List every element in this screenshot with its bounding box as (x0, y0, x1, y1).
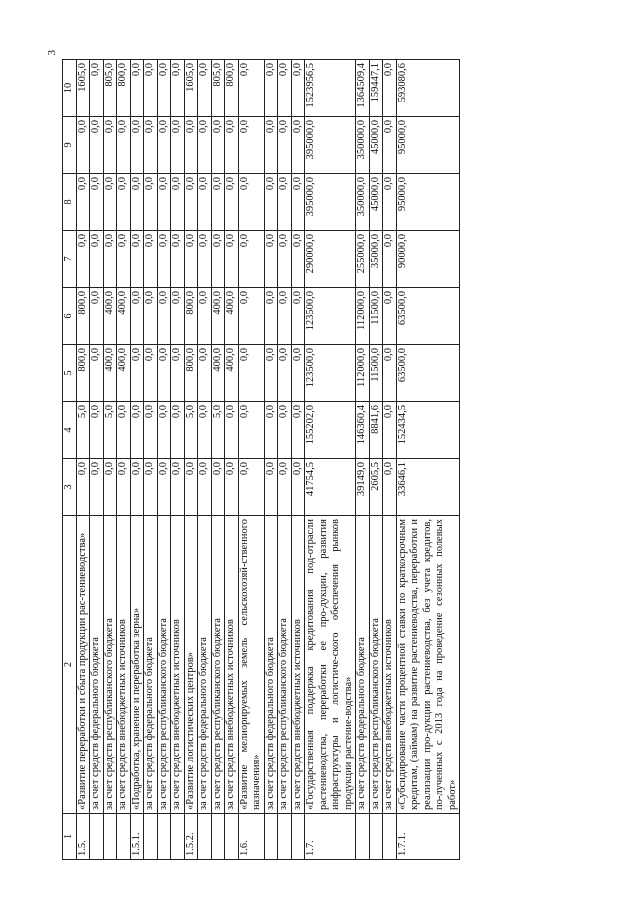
row-description: «Развитие логистических центров» (184, 516, 198, 814)
value-cell: 0,0 (157, 174, 171, 231)
value-cell: 0,0 (117, 117, 131, 174)
value-cell: 0,0 (225, 117, 239, 174)
table-row (383, 60, 397, 860)
value-cell: 0,0 (130, 402, 144, 459)
value-cell: 5,0 (211, 402, 225, 459)
row-description: за счет средств республиканского бюджета (157, 516, 171, 814)
row-description: за счет средств внебюджетных источников (171, 516, 185, 814)
value-cell: 0,0 (291, 231, 305, 288)
table-row (291, 60, 305, 860)
value-cell: 0,0 (130, 231, 144, 288)
value-cell: 0,0 (278, 402, 292, 459)
value-cell: 155202,0 (305, 402, 356, 459)
value-cell: 0,0 (264, 288, 278, 345)
value-cell: 400,0 (225, 345, 239, 402)
value-cell: 45000,0 (369, 117, 383, 174)
value-cell: 0,0 (278, 288, 292, 345)
table-row (305, 60, 356, 860)
row-description: за счет средств внебюджетных источников (291, 516, 305, 814)
value-cell: 0,0 (238, 459, 264, 516)
value-cell: 0,0 (130, 117, 144, 174)
value-cell: 45000,0 (369, 174, 383, 231)
row-code (264, 814, 278, 860)
value-cell: 800,0 (184, 345, 198, 402)
value-cell: 400,0 (117, 288, 131, 345)
value-cell: 400,0 (225, 288, 239, 345)
value-cell: 152434,5 (396, 402, 460, 459)
row-description: за счет средств республиканского бюджета (278, 516, 292, 814)
value-cell: 0,0 (383, 288, 397, 345)
value-cell: 0,0 (130, 459, 144, 516)
table-row (396, 60, 460, 860)
value-cell: 0,0 (144, 231, 158, 288)
value-cell: 0,0 (117, 402, 131, 459)
value-cell: 0,0 (225, 231, 239, 288)
value-cell: 0,0 (117, 174, 131, 231)
value-cell: 5,0 (103, 402, 117, 459)
rotated-table-block (40, 40, 560, 860)
value-cell: 0,0 (225, 459, 239, 516)
value-cell: 800,0 (76, 288, 90, 345)
row-code (225, 814, 239, 860)
value-cell: 159447,1 (369, 60, 383, 117)
table-row (117, 60, 131, 860)
value-cell: 0,0 (144, 402, 158, 459)
value-cell: 0,0 (90, 459, 104, 516)
value-cell: 0,0 (278, 174, 292, 231)
value-cell: 0,0 (184, 174, 198, 231)
header-cell: 5 (63, 345, 77, 402)
header-cell: 7 (63, 231, 77, 288)
table-row (356, 60, 370, 860)
value-cell: 0,0 (291, 174, 305, 231)
value-cell: 395000,0 (305, 174, 356, 231)
value-cell: 5,0 (76, 402, 90, 459)
value-cell: 0,0 (76, 231, 90, 288)
table-row (157, 60, 171, 860)
value-cell: 11500,0 (369, 345, 383, 402)
value-cell: 0,0 (225, 402, 239, 459)
value-cell: 0,0 (291, 345, 305, 402)
value-cell: 0,0 (198, 402, 212, 459)
value-cell: 0,0 (171, 288, 185, 345)
value-cell: 593080,6 (396, 60, 460, 117)
value-cell: 805,0 (211, 60, 225, 117)
value-cell: 0,0 (157, 345, 171, 402)
value-cell: 0,0 (264, 117, 278, 174)
value-cell: 0,0 (198, 345, 212, 402)
value-cell: 35000,0 (369, 231, 383, 288)
value-cell: 0,0 (117, 231, 131, 288)
value-cell: 0,0 (383, 231, 397, 288)
value-cell: 0,0 (157, 231, 171, 288)
row-description: за счет средств федерального бюджета (264, 516, 278, 814)
row-description: за счет средств республиканского бюджета (369, 516, 383, 814)
value-cell: 0,0 (144, 60, 158, 117)
value-cell: 0,0 (198, 288, 212, 345)
row-code: 1.7. (305, 814, 356, 860)
value-cell: 0,0 (238, 345, 264, 402)
value-cell: 0,0 (171, 60, 185, 117)
value-cell: 0,0 (157, 60, 171, 117)
value-cell: 0,0 (90, 345, 104, 402)
value-cell: 0,0 (211, 117, 225, 174)
value-cell: 0,0 (157, 459, 171, 516)
value-cell: 112000,0 (356, 288, 370, 345)
value-cell: 0,0 (76, 174, 90, 231)
row-code (383, 814, 397, 860)
value-cell: 0,0 (383, 117, 397, 174)
value-cell: 0,0 (278, 345, 292, 402)
value-cell: 0,0 (383, 402, 397, 459)
table-row (103, 60, 117, 860)
value-cell: 0,0 (144, 174, 158, 231)
value-cell: 0,0 (157, 117, 171, 174)
value-cell: 0,0 (291, 402, 305, 459)
row-code: 1.5.2. (184, 814, 198, 860)
row-code (211, 814, 225, 860)
header-cell: 2 (63, 516, 77, 814)
value-cell: 0,0 (130, 288, 144, 345)
row-code (278, 814, 292, 860)
value-cell: 0,0 (383, 60, 397, 117)
row-code (144, 814, 158, 860)
value-cell: 1523956,5 (305, 60, 356, 117)
value-cell: 0,0 (383, 174, 397, 231)
value-cell: 0,0 (90, 174, 104, 231)
value-cell: 2605,5 (369, 459, 383, 516)
value-cell: 0,0 (238, 174, 264, 231)
value-cell: 0,0 (171, 459, 185, 516)
value-cell: 0,0 (171, 231, 185, 288)
table-row (198, 60, 212, 860)
budget-table (62, 59, 460, 860)
value-cell: 800,0 (76, 345, 90, 402)
table-row (184, 60, 198, 860)
header-cell: 8 (63, 174, 77, 231)
value-cell: 11500,0 (369, 288, 383, 345)
value-cell: 0,0 (171, 402, 185, 459)
value-cell: 1364509,4 (356, 60, 370, 117)
value-cell: 0,0 (211, 459, 225, 516)
value-cell: 0,0 (278, 60, 292, 117)
value-cell: 0,0 (264, 459, 278, 516)
table-row (211, 60, 225, 860)
row-code: 1.6. (238, 814, 264, 860)
table-body (63, 60, 460, 860)
value-cell: 0,0 (76, 459, 90, 516)
value-cell: 95000,0 (396, 117, 460, 174)
value-cell: 90000,0 (396, 231, 460, 288)
value-cell: 400,0 (211, 288, 225, 345)
value-cell: 800,0 (225, 60, 239, 117)
value-cell: 63500,0 (396, 345, 460, 402)
table-row (130, 60, 144, 860)
value-cell: 0,0 (90, 60, 104, 117)
value-cell: 0,0 (90, 402, 104, 459)
value-cell: 0,0 (278, 117, 292, 174)
value-cell: 0,0 (171, 174, 185, 231)
value-cell: 0,0 (238, 117, 264, 174)
value-cell: 0,0 (103, 231, 117, 288)
row-description: за счет средств федерального бюджета (356, 516, 370, 814)
row-code: 1.5.1. (130, 814, 144, 860)
value-cell: 0,0 (238, 231, 264, 288)
value-cell: 112000,0 (356, 345, 370, 402)
value-cell: 0,0 (278, 231, 292, 288)
row-code (90, 814, 104, 860)
value-cell: 0,0 (144, 459, 158, 516)
value-cell: 0,0 (103, 174, 117, 231)
header-cell: 4 (63, 402, 77, 459)
value-cell: 0,0 (383, 459, 397, 516)
value-cell: 805,0 (103, 60, 117, 117)
row-description: «Подработка, хранение и переработка зерна» (130, 516, 144, 814)
value-cell: 0,0 (157, 288, 171, 345)
value-cell: 0,0 (130, 174, 144, 231)
value-cell: 395000,0 (305, 117, 356, 174)
value-cell: 0,0 (198, 117, 212, 174)
table-row (90, 60, 104, 860)
row-description: «Государственная поддержка кредитования под-отрасли растениеводства, переработки ее про-дукции, развития инфраструктуры и логистиче-ского обеспечения рынков продукции растение-водства» (305, 516, 356, 814)
row-description: «Развитие переработки и сбыта продукции рас-тениеводства» (76, 516, 90, 814)
table-row (225, 60, 239, 860)
row-code (198, 814, 212, 860)
value-cell: 800,0 (117, 60, 131, 117)
value-cell: 0,0 (117, 459, 131, 516)
header-cell: 10 (63, 60, 77, 117)
value-cell: 123500,0 (305, 345, 356, 402)
value-cell: 0,0 (291, 288, 305, 345)
row-description: за счет средств республиканского бюджета (211, 516, 225, 814)
value-cell: 0,0 (198, 174, 212, 231)
value-cell: 0,0 (184, 459, 198, 516)
value-cell: 0,0 (144, 117, 158, 174)
value-cell: 400,0 (117, 345, 131, 402)
value-cell: 0,0 (211, 231, 225, 288)
value-cell: 0,0 (264, 345, 278, 402)
table-row (144, 60, 158, 860)
value-cell: 0,0 (103, 459, 117, 516)
value-cell: 41754,5 (305, 459, 356, 516)
row-description: за счет средств федерального бюджета (198, 516, 212, 814)
value-cell: 0,0 (198, 231, 212, 288)
value-cell: 5,0 (184, 402, 198, 459)
table-row (369, 60, 383, 860)
value-cell: 0,0 (264, 402, 278, 459)
value-cell: 63500,0 (396, 288, 460, 345)
value-cell: 0,0 (383, 345, 397, 402)
value-cell: 0,0 (144, 288, 158, 345)
row-description: за счет средств федерального бюджета (90, 516, 104, 814)
value-cell: 0,0 (184, 117, 198, 174)
value-cell: 0,0 (76, 117, 90, 174)
row-code (291, 814, 305, 860)
value-cell: 0,0 (291, 60, 305, 117)
value-cell: 95000,0 (396, 174, 460, 231)
row-description: за счет средств внебюджетных источников (117, 516, 131, 814)
value-cell: 0,0 (103, 117, 117, 174)
table-row (278, 60, 292, 860)
value-cell: 146360,4 (356, 402, 370, 459)
value-cell: 0,0 (264, 231, 278, 288)
row-description: «Развитие мелиорируемых земель сельскохозяй-ственного назначения» (238, 516, 264, 814)
row-description: за счет средств внебюджетных источников (383, 516, 397, 814)
row-code (356, 814, 370, 860)
value-cell: 0,0 (144, 345, 158, 402)
table-row (238, 60, 264, 860)
table-row (171, 60, 185, 860)
header-cell: 1 (63, 814, 77, 860)
header-cell: 3 (63, 459, 77, 516)
header-row (63, 60, 77, 860)
value-cell: 0,0 (278, 459, 292, 516)
row-description: за счет средств республиканского бюджета (103, 516, 117, 814)
value-cell: 123500,0 (305, 288, 356, 345)
value-cell: 0,0 (264, 60, 278, 117)
value-cell: 0,0 (90, 117, 104, 174)
table-row (76, 60, 90, 860)
value-cell: 400,0 (103, 288, 117, 345)
value-cell: 0,0 (171, 345, 185, 402)
row-code: 1.7.1. (396, 814, 460, 860)
table-row (264, 60, 278, 860)
row-code (369, 814, 383, 860)
value-cell: 0,0 (238, 60, 264, 117)
header-cell: 6 (63, 288, 77, 345)
value-cell: 0,0 (130, 345, 144, 402)
value-cell: 0,0 (90, 231, 104, 288)
value-cell: 0,0 (198, 60, 212, 117)
value-cell: 0,0 (171, 117, 185, 174)
value-cell: 400,0 (211, 345, 225, 402)
value-cell: 0,0 (264, 174, 278, 231)
value-cell: 255000,0 (356, 231, 370, 288)
value-cell: 400,0 (103, 345, 117, 402)
row-code (171, 814, 185, 860)
value-cell: 33646,1 (396, 459, 460, 516)
value-cell: 0,0 (90, 288, 104, 345)
header-cell: 9 (63, 117, 77, 174)
value-cell: 1605,0 (184, 60, 198, 117)
value-cell: 0,0 (184, 231, 198, 288)
value-cell: 350000,0 (356, 117, 370, 174)
value-cell: 0,0 (198, 459, 212, 516)
value-cell: 0,0 (291, 459, 305, 516)
value-cell: 8841,6 (369, 402, 383, 459)
value-cell: 290000,0 (305, 231, 356, 288)
value-cell: 0,0 (130, 60, 144, 117)
row-code: 1.5. (76, 814, 90, 860)
row-code (103, 814, 117, 860)
value-cell: 0,0 (211, 174, 225, 231)
page-number: 3 (46, 50, 58, 56)
row-code (117, 814, 131, 860)
value-cell: 0,0 (238, 402, 264, 459)
row-description: «Субсидирование части процентной ставки по краткосрочным кредитам, (займам) на развитие растениеводства, переработки и реализации про-дукции растениеводства, без учета кредитов, по-лученных с 2013 года на проведение сезонных полевых работ» (396, 516, 460, 814)
value-cell: 1605,0 (76, 60, 90, 117)
row-description: за счет средств внебюджетных источников (225, 516, 239, 814)
row-description: за счет средств федерального бюджета (144, 516, 158, 814)
value-cell: 800,0 (184, 288, 198, 345)
value-cell: 0,0 (238, 288, 264, 345)
value-cell: 0,0 (291, 117, 305, 174)
value-cell: 39149,0 (356, 459, 370, 516)
value-cell: 350000,0 (356, 174, 370, 231)
row-code (157, 814, 171, 860)
value-cell: 0,0 (225, 174, 239, 231)
value-cell: 0,0 (157, 402, 171, 459)
